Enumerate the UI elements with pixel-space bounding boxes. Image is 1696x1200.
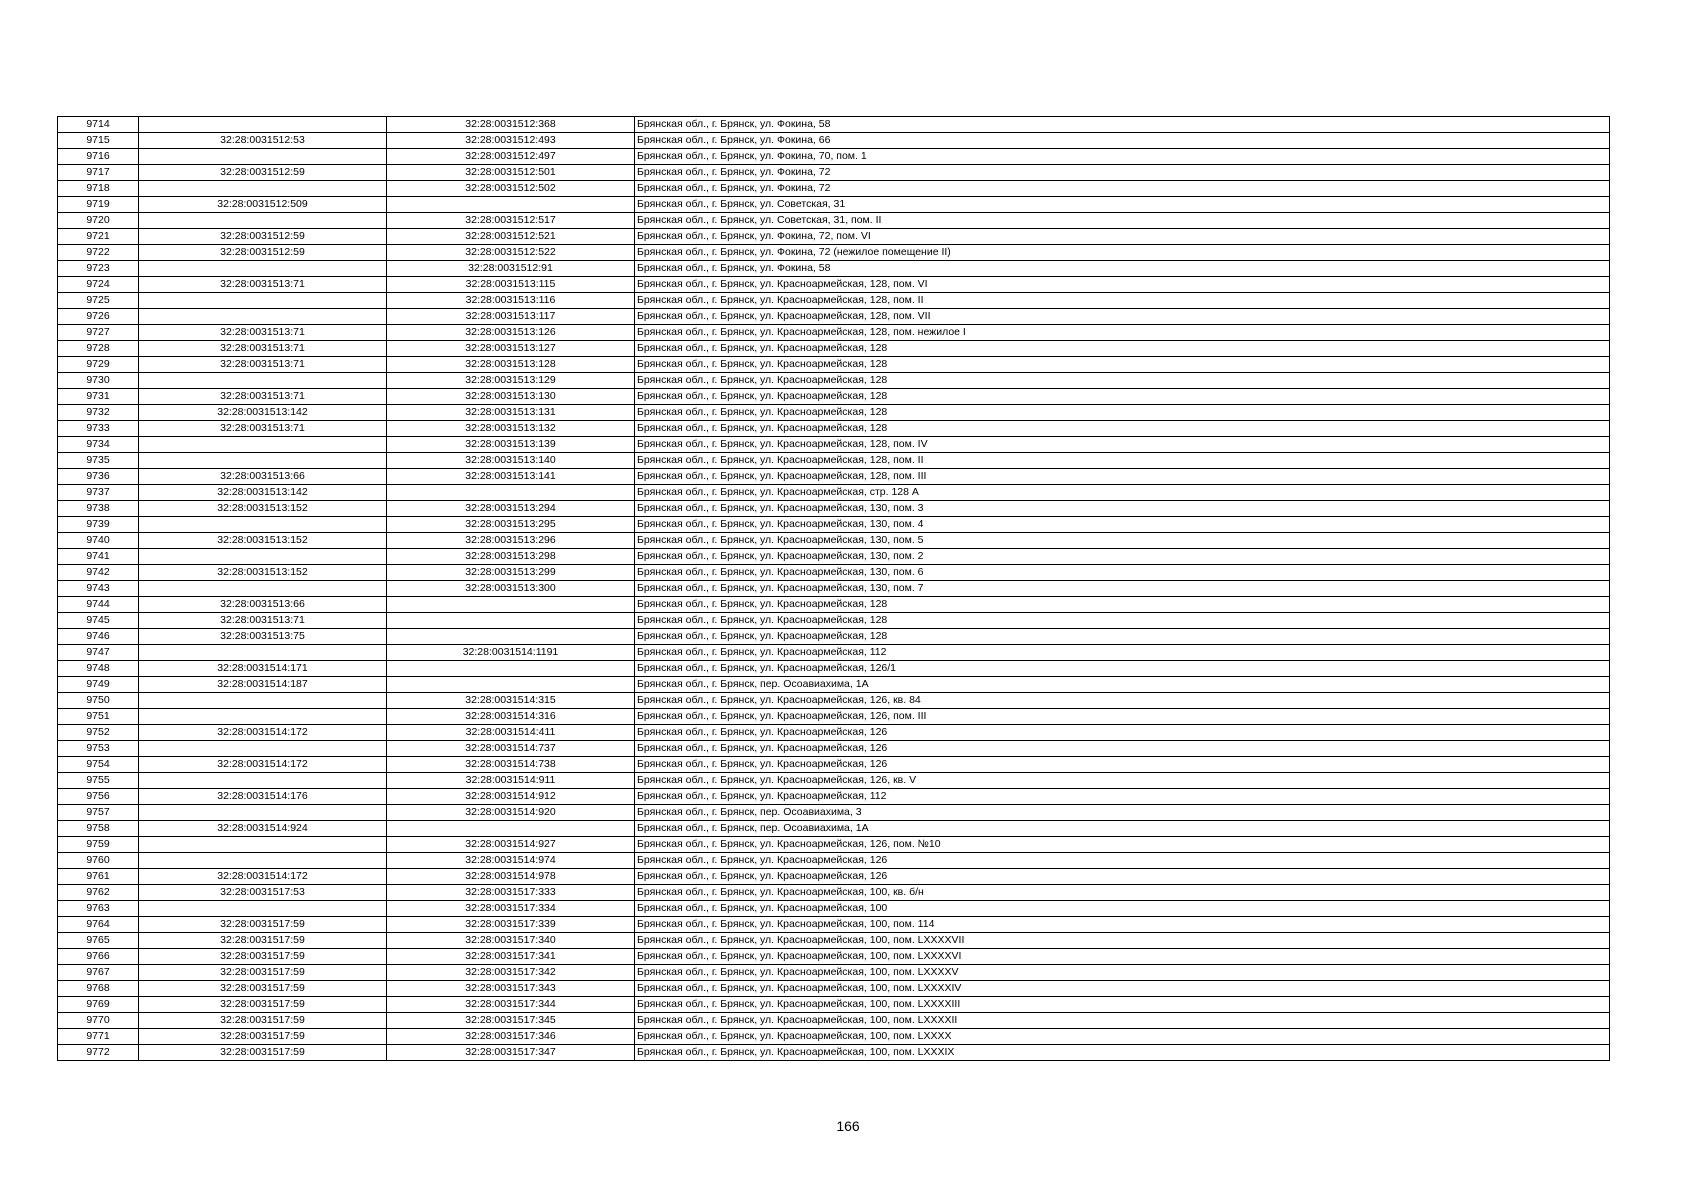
address-cell: Брянская обл., г. Брянск, пер. Осоавиахима, 1А <box>635 677 1610 693</box>
object-number-cell: 32:28:0031513:139 <box>387 437 635 453</box>
table-row <box>58 885 1610 901</box>
row-number-cell: 9748 <box>58 661 139 677</box>
object-number-cell: 32:28:0031513:127 <box>387 341 635 357</box>
object-number-cell: 32:28:0031514:1191 <box>387 645 635 661</box>
table-row <box>58 997 1610 1013</box>
address-cell: Брянская обл., г. Брянск, ул. Красноармейская, 126 <box>635 853 1610 869</box>
parcel-number-cell: 32:28:0031513:71 <box>139 325 387 341</box>
object-number-cell: 32:28:0031513:126 <box>387 325 635 341</box>
address-cell: Брянская обл., г. Брянск, ул. Красноармейская, 126/1 <box>635 661 1610 677</box>
row-number-cell: 9731 <box>58 389 139 405</box>
row-number-cell: 9755 <box>58 773 139 789</box>
object-number-cell: 32:28:0031517:344 <box>387 997 635 1013</box>
object-number-cell: 32:28:0031514:316 <box>387 709 635 725</box>
row-number-cell: 9732 <box>58 405 139 421</box>
row-number-cell: 9735 <box>58 453 139 469</box>
address-cell: Брянская обл., г. Брянск, ул. Фокина, 58 <box>635 261 1610 277</box>
row-number-cell: 9720 <box>58 213 139 229</box>
row-number-cell: 9714 <box>58 117 139 133</box>
parcel-number-cell <box>139 517 387 533</box>
row-number-cell: 9746 <box>58 629 139 645</box>
address-cell: Брянская обл., г. Брянск, ул. Красноармейская, 126, кв. 84 <box>635 693 1610 709</box>
object-number-cell: 32:28:0031513:129 <box>387 373 635 389</box>
parcel-number-cell <box>139 549 387 565</box>
parcel-number-cell <box>139 437 387 453</box>
row-number-cell: 9734 <box>58 437 139 453</box>
parcel-number-cell: 32:28:0031514:176 <box>139 789 387 805</box>
object-number-cell: 32:28:0031517:340 <box>387 933 635 949</box>
row-number-cell: 9742 <box>58 565 139 581</box>
parcel-number-cell: 32:28:0031517:59 <box>139 933 387 949</box>
address-cell: Брянская обл., г. Брянск, ул. Красноармейская, 126, кв. V <box>635 773 1610 789</box>
table-row <box>58 485 1610 501</box>
object-number-cell: 32:28:0031517:345 <box>387 1013 635 1029</box>
table-row <box>58 261 1610 277</box>
table-row <box>58 245 1610 261</box>
parcel-number-cell: 32:28:0031513:66 <box>139 597 387 613</box>
object-number-cell: 32:28:0031512:522 <box>387 245 635 261</box>
table-row <box>58 1013 1610 1029</box>
address-cell: Брянская обл., г. Брянск, ул. Красноармейская, 128 <box>635 357 1610 373</box>
parcel-number-cell: 32:28:0031512:53 <box>139 133 387 149</box>
address-cell: Брянская обл., г. Брянск, ул. Красноармейская, 128 <box>635 597 1610 613</box>
object-number-cell: 32:28:0031517:346 <box>387 1029 635 1045</box>
object-number-cell <box>387 485 635 501</box>
row-number-cell: 9725 <box>58 293 139 309</box>
address-cell: Брянская обл., г. Брянск, ул. Красноармейская, 112 <box>635 789 1610 805</box>
object-number-cell: 32:28:0031517:334 <box>387 901 635 917</box>
address-cell: Брянская обл., г. Брянск, ул. Красноармейская, 100, пом. 114 <box>635 917 1610 933</box>
parcel-number-cell: 32:28:0031517:59 <box>139 949 387 965</box>
parcel-number-cell <box>139 373 387 389</box>
row-number-cell: 9759 <box>58 837 139 853</box>
object-number-cell <box>387 197 635 213</box>
address-cell: Брянская обл., г. Брянск, ул. Красноармейская, 126, пом. №10 <box>635 837 1610 853</box>
object-number-cell: 32:28:0031513:128 <box>387 357 635 373</box>
row-number-cell: 9726 <box>58 309 139 325</box>
table-row <box>58 469 1610 485</box>
address-cell: Брянская обл., г. Брянск, ул. Фокина, 72 (нежилое помещение II) <box>635 245 1610 261</box>
parcel-number-cell: 32:28:0031513:71 <box>139 341 387 357</box>
row-number-cell: 9753 <box>58 741 139 757</box>
page-number: 166 <box>836 1118 860 1134</box>
object-number-cell: 32:28:0031514:315 <box>387 693 635 709</box>
object-number-cell: 32:28:0031513:140 <box>387 453 635 469</box>
row-number-cell: 9756 <box>58 789 139 805</box>
row-number-cell: 9721 <box>58 229 139 245</box>
address-cell: Брянская обл., г. Брянск, ул. Красноармейская, 126, пом. III <box>635 709 1610 725</box>
address-cell: Брянская обл., г. Брянск, ул. Советская, 31, пом. II <box>635 213 1610 229</box>
object-number-cell <box>387 821 635 837</box>
parcel-number-cell <box>139 901 387 917</box>
table-row <box>58 917 1610 933</box>
object-number-cell: 32:28:0031514:974 <box>387 853 635 869</box>
table-row <box>58 149 1610 165</box>
address-cell: Брянская обл., г. Брянск, ул. Советская, 31 <box>635 197 1610 213</box>
address-cell: Брянская обл., г. Брянск, ул. Фокина, 72, пом. VI <box>635 229 1610 245</box>
parcel-number-cell: 32:28:0031513:71 <box>139 357 387 373</box>
address-cell: Брянская обл., г. Брянск, ул. Красноармейская, 130, пом. 2 <box>635 549 1610 565</box>
table-row <box>58 581 1610 597</box>
object-number-cell: 32:28:0031513:115 <box>387 277 635 293</box>
row-number-cell: 9768 <box>58 981 139 997</box>
address-cell: Брянская обл., г. Брянск, ул. Фокина, 70, пом. 1 <box>635 149 1610 165</box>
row-number-cell: 9747 <box>58 645 139 661</box>
parcel-number-cell <box>139 773 387 789</box>
table-row <box>58 517 1610 533</box>
object-number-cell: 32:28:0031513:117 <box>387 309 635 325</box>
table-row <box>58 869 1610 885</box>
address-cell: Брянская обл., г. Брянск, ул. Красноармейская, 100, пом. LXXXXV <box>635 965 1610 981</box>
parcel-number-cell: 32:28:0031514:172 <box>139 757 387 773</box>
row-number-cell: 9738 <box>58 501 139 517</box>
parcel-number-cell <box>139 293 387 309</box>
address-cell: Брянская обл., г. Брянск, ул. Красноармейская, 128 <box>635 629 1610 645</box>
address-cell: Брянская обл., г. Брянск, ул. Красноармейская, 126 <box>635 757 1610 773</box>
object-number-cell: 32:28:0031514:927 <box>387 837 635 853</box>
object-number-cell: 32:28:0031512:501 <box>387 165 635 181</box>
row-number-cell: 9743 <box>58 581 139 597</box>
table-row <box>58 1029 1610 1045</box>
table-row <box>58 453 1610 469</box>
parcel-number-cell <box>139 309 387 325</box>
parcel-number-cell: 32:28:0031517:59 <box>139 1029 387 1045</box>
cadastral-table <box>57 116 1610 1061</box>
parcel-number-cell: 32:28:0031517:59 <box>139 965 387 981</box>
table-row <box>58 533 1610 549</box>
address-cell: Брянская обл., г. Брянск, ул. Красноармейская, 130, пом. 4 <box>635 517 1610 533</box>
parcel-number-cell: 32:28:0031513:71 <box>139 277 387 293</box>
address-cell: Брянская обл., г. Брянск, ул. Фокина, 72 <box>635 181 1610 197</box>
address-cell: Брянская обл., г. Брянск, ул. Красноармейская, 126 <box>635 741 1610 757</box>
table-row <box>58 357 1610 373</box>
parcel-number-cell: 32:28:0031513:71 <box>139 613 387 629</box>
row-number-cell: 9739 <box>58 517 139 533</box>
address-cell: Брянская обл., г. Брянск, ул. Красноармейская, 128, пом. VII <box>635 309 1610 325</box>
parcel-number-cell: 32:28:0031513:142 <box>139 485 387 501</box>
table-row <box>58 709 1610 725</box>
parcel-number-cell: 32:28:0031513:152 <box>139 501 387 517</box>
address-cell: Брянская обл., г. Брянск, ул. Красноармейская, 126 <box>635 869 1610 885</box>
parcel-number-cell: 32:28:0031514:171 <box>139 661 387 677</box>
row-number-cell: 9741 <box>58 549 139 565</box>
address-cell: Брянская обл., г. Брянск, ул. Красноармейская, 130, пом. 5 <box>635 533 1610 549</box>
parcel-number-cell: 32:28:0031514:924 <box>139 821 387 837</box>
row-number-cell: 9749 <box>58 677 139 693</box>
object-number-cell: 32:28:0031514:737 <box>387 741 635 757</box>
table-row <box>58 789 1610 805</box>
row-number-cell: 9763 <box>58 901 139 917</box>
row-number-cell: 9767 <box>58 965 139 981</box>
address-cell: Брянская обл., г. Брянск, ул. Красноармейская, 100 <box>635 901 1610 917</box>
table-row <box>58 309 1610 325</box>
parcel-number-cell: 32:28:0031512:59 <box>139 165 387 181</box>
address-cell: Брянская обл., г. Брянск, пер. Осоавиахима, 3 <box>635 805 1610 821</box>
object-number-cell <box>387 677 635 693</box>
parcel-number-cell: 32:28:0031514:187 <box>139 677 387 693</box>
table-row <box>58 213 1610 229</box>
address-cell: Брянская обл., г. Брянск, ул. Красноармейская, 128 <box>635 389 1610 405</box>
object-number-cell: 32:28:0031513:141 <box>387 469 635 485</box>
address-cell: Брянская обл., г. Брянск, пер. Осоавиахима, 1А <box>635 821 1610 837</box>
parcel-number-cell: 32:28:0031517:59 <box>139 997 387 1013</box>
row-number-cell: 9716 <box>58 149 139 165</box>
parcel-number-cell: 32:28:0031513:142 <box>139 405 387 421</box>
address-cell: Брянская обл., г. Брянск, ул. Красноармейская, 100, пом. LXXXXII <box>635 1013 1610 1029</box>
table-row <box>58 837 1610 853</box>
object-number-cell: 32:28:0031517:347 <box>387 1045 635 1061</box>
row-number-cell: 9730 <box>58 373 139 389</box>
table-row <box>58 853 1610 869</box>
row-number-cell: 9750 <box>58 693 139 709</box>
parcel-number-cell <box>139 453 387 469</box>
table-row <box>58 1045 1610 1061</box>
table-row <box>58 277 1610 293</box>
object-number-cell: 32:28:0031513:299 <box>387 565 635 581</box>
table-row <box>58 421 1610 437</box>
row-number-cell: 9764 <box>58 917 139 933</box>
row-number-cell: 9727 <box>58 325 139 341</box>
parcel-number-cell: 32:28:0031517:59 <box>139 1045 387 1061</box>
object-number-cell: 32:28:0031512:493 <box>387 133 635 149</box>
address-cell: Брянская обл., г. Брянск, ул. Красноармейская, 128, пом. II <box>635 293 1610 309</box>
address-cell: Брянская обл., г. Брянск, ул. Красноармейская, 128, пом. IV <box>635 437 1610 453</box>
table-row <box>58 437 1610 453</box>
parcel-number-cell: 32:28:0031513:75 <box>139 629 387 645</box>
parcel-number-cell: 32:28:0031517:59 <box>139 981 387 997</box>
row-number-cell: 9717 <box>58 165 139 181</box>
table-row <box>58 501 1610 517</box>
address-cell: Брянская обл., г. Брянск, ул. Красноармейская, 128 <box>635 341 1610 357</box>
parcel-number-cell <box>139 645 387 661</box>
row-number-cell: 9765 <box>58 933 139 949</box>
table-row <box>58 821 1610 837</box>
table-body <box>58 117 1610 1061</box>
table-row <box>58 901 1610 917</box>
parcel-number-cell: 32:28:0031514:172 <box>139 869 387 885</box>
row-number-cell: 9723 <box>58 261 139 277</box>
row-number-cell: 9761 <box>58 869 139 885</box>
parcel-number-cell <box>139 853 387 869</box>
object-number-cell <box>387 629 635 645</box>
table-row <box>58 949 1610 965</box>
parcel-number-cell: 32:28:0031517:53 <box>139 885 387 901</box>
object-number-cell: 32:28:0031512:521 <box>387 229 635 245</box>
row-number-cell: 9737 <box>58 485 139 501</box>
object-number-cell: 32:28:0031513:131 <box>387 405 635 421</box>
row-number-cell: 9771 <box>58 1029 139 1045</box>
parcel-number-cell: 32:28:0031512:509 <box>139 197 387 213</box>
object-number-cell: 32:28:0031512:91 <box>387 261 635 277</box>
parcel-number-cell: 32:28:0031517:59 <box>139 917 387 933</box>
object-number-cell: 32:28:0031514:912 <box>387 789 635 805</box>
address-cell: Брянская обл., г. Брянск, ул. Красноармейская, 126 <box>635 725 1610 741</box>
object-number-cell: 32:28:0031514:911 <box>387 773 635 789</box>
parcel-number-cell: 32:28:0031512:59 <box>139 229 387 245</box>
parcel-number-cell <box>139 693 387 709</box>
table-row <box>58 661 1610 677</box>
address-cell: Брянская обл., г. Брянск, ул. Красноармейская, 128 <box>635 405 1610 421</box>
parcel-number-cell: 32:28:0031513:71 <box>139 389 387 405</box>
address-cell: Брянская обл., г. Брянск, ул. Красноармейская, 128 <box>635 373 1610 389</box>
address-cell: Брянская обл., г. Брянск, ул. Красноармейская, 100, пом. LXXXIX <box>635 1045 1610 1061</box>
table-row <box>58 341 1610 357</box>
row-number-cell: 9729 <box>58 357 139 373</box>
row-number-cell: 9718 <box>58 181 139 197</box>
address-cell: Брянская обл., г. Брянск, ул. Красноармейская, 100, пом. LXXXX <box>635 1029 1610 1045</box>
object-number-cell: 32:28:0031513:132 <box>387 421 635 437</box>
address-cell: Брянская обл., г. Брянск, ул. Красноармейская, 128, пом. II <box>635 453 1610 469</box>
table-row <box>58 181 1610 197</box>
parcel-number-cell: 32:28:0031513:152 <box>139 533 387 549</box>
row-number-cell: 9744 <box>58 597 139 613</box>
row-number-cell: 9770 <box>58 1013 139 1029</box>
row-number-cell: 9751 <box>58 709 139 725</box>
object-number-cell: 32:28:0031513:294 <box>387 501 635 517</box>
parcel-number-cell <box>139 581 387 597</box>
object-number-cell: 32:28:0031517:341 <box>387 949 635 965</box>
row-number-cell: 9754 <box>58 757 139 773</box>
address-cell: Брянская обл., г. Брянск, ул. Фокина, 58 <box>635 117 1610 133</box>
row-number-cell: 9736 <box>58 469 139 485</box>
address-cell: Брянская обл., г. Брянск, ул. Красноармейская, 130, пом. 7 <box>635 581 1610 597</box>
parcel-number-cell <box>139 741 387 757</box>
row-number-cell: 9772 <box>58 1045 139 1061</box>
address-cell: Брянская обл., г. Брянск, ул. Красноармейская, 128 <box>635 613 1610 629</box>
row-number-cell: 9740 <box>58 533 139 549</box>
address-cell: Брянская обл., г. Брянск, ул. Красноармейская, 100, пом. LXXXXIII <box>635 997 1610 1013</box>
address-cell: Брянская обл., г. Брянск, ул. Красноармейская, 100, пом. LXXXXVII <box>635 933 1610 949</box>
table-row <box>58 981 1610 997</box>
table-row <box>58 613 1610 629</box>
table-row <box>58 741 1610 757</box>
object-number-cell: 32:28:0031513:298 <box>387 549 635 565</box>
table-row <box>58 773 1610 789</box>
table-row <box>58 677 1610 693</box>
row-number-cell: 9752 <box>58 725 139 741</box>
object-number-cell: 32:28:0031513:300 <box>387 581 635 597</box>
row-number-cell: 9757 <box>58 805 139 821</box>
table-row <box>58 229 1610 245</box>
address-cell: Брянская обл., г. Брянск, ул. Красноармейская, 100, пом. LXXXXIV <box>635 981 1610 997</box>
parcel-number-cell: 32:28:0031517:59 <box>139 1013 387 1029</box>
address-cell: Брянская обл., г. Брянск, ул. Красноармейская, 100, пом. LXXXXVI <box>635 949 1610 965</box>
parcel-number-cell <box>139 149 387 165</box>
object-number-cell: 32:28:0031512:502 <box>387 181 635 197</box>
row-number-cell: 9769 <box>58 997 139 1013</box>
object-number-cell: 32:28:0031517:343 <box>387 981 635 997</box>
object-number-cell: 32:28:0031517:333 <box>387 885 635 901</box>
parcel-number-cell: 32:28:0031514:172 <box>139 725 387 741</box>
table-row <box>58 645 1610 661</box>
row-number-cell: 9715 <box>58 133 139 149</box>
table-row <box>58 325 1610 341</box>
table-row <box>58 965 1610 981</box>
object-number-cell: 32:28:0031514:978 <box>387 869 635 885</box>
object-number-cell: 32:28:0031514:738 <box>387 757 635 773</box>
row-number-cell: 9733 <box>58 421 139 437</box>
object-number-cell: 32:28:0031517:339 <box>387 917 635 933</box>
table-row <box>58 725 1610 741</box>
address-cell: Брянская обл., г. Брянск, ул. Красноармейская, 128, пом. III <box>635 469 1610 485</box>
object-number-cell: 32:28:0031517:342 <box>387 965 635 981</box>
parcel-number-cell <box>139 117 387 133</box>
parcel-number-cell <box>139 181 387 197</box>
table-row <box>58 757 1610 773</box>
address-cell: Брянская обл., г. Брянск, ул. Красноармейская, 100, кв. б/н <box>635 885 1610 901</box>
object-number-cell <box>387 661 635 677</box>
object-number-cell: 32:28:0031514:411 <box>387 725 635 741</box>
table-row <box>58 629 1610 645</box>
row-number-cell: 9722 <box>58 245 139 261</box>
parcel-number-cell: 32:28:0031513:152 <box>139 565 387 581</box>
object-number-cell: 32:28:0031512:517 <box>387 213 635 229</box>
address-cell: Брянская обл., г. Брянск, ул. Красноармейская, 128 <box>635 421 1610 437</box>
address-cell: Брянская обл., г. Брянск, ул. Красноармейская, 128, пом. VI <box>635 277 1610 293</box>
object-number-cell: 32:28:0031512:497 <box>387 149 635 165</box>
parcel-number-cell <box>139 837 387 853</box>
table-row <box>58 693 1610 709</box>
table-row <box>58 933 1610 949</box>
table-row <box>58 405 1610 421</box>
object-number-cell <box>387 597 635 613</box>
row-number-cell: 9719 <box>58 197 139 213</box>
object-number-cell: 32:28:0031513:296 <box>387 533 635 549</box>
table-row <box>58 389 1610 405</box>
table-row <box>58 117 1610 133</box>
row-number-cell: 9745 <box>58 613 139 629</box>
address-cell: Брянская обл., г. Брянск, ул. Красноармейская, 128, пом. нежилое I <box>635 325 1610 341</box>
row-number-cell: 9758 <box>58 821 139 837</box>
object-number-cell: 32:28:0031513:130 <box>387 389 635 405</box>
address-cell: Брянская обл., г. Брянск, ул. Фокина, 72 <box>635 165 1610 181</box>
address-cell: Брянская обл., г. Брянск, ул. Красноармейская, 112 <box>635 645 1610 661</box>
table-row <box>58 549 1610 565</box>
address-cell: Брянская обл., г. Брянск, ул. Красноармейская, стр. 128 А <box>635 485 1610 501</box>
address-cell: Брянская обл., г. Брянск, ул. Фокина, 66 <box>635 133 1610 149</box>
row-number-cell: 9762 <box>58 885 139 901</box>
table-row <box>58 373 1610 389</box>
table-row <box>58 597 1610 613</box>
object-number-cell: 32:28:0031512:368 <box>387 117 635 133</box>
table-row <box>58 197 1610 213</box>
row-number-cell: 9724 <box>58 277 139 293</box>
table-row <box>58 565 1610 581</box>
parcel-number-cell: 32:28:0031512:59 <box>139 245 387 261</box>
parcel-number-cell: 32:28:0031513:66 <box>139 469 387 485</box>
table-row <box>58 165 1610 181</box>
address-cell: Брянская обл., г. Брянск, ул. Красноармейская, 130, пом. 6 <box>635 565 1610 581</box>
parcel-number-cell: 32:28:0031513:71 <box>139 421 387 437</box>
row-number-cell: 9760 <box>58 853 139 869</box>
row-number-cell: 9766 <box>58 949 139 965</box>
parcel-number-cell <box>139 805 387 821</box>
parcel-number-cell <box>139 261 387 277</box>
object-number-cell: 32:28:0031514:920 <box>387 805 635 821</box>
address-cell: Брянская обл., г. Брянск, ул. Красноармейская, 130, пом. 3 <box>635 501 1610 517</box>
object-number-cell: 32:28:0031513:295 <box>387 517 635 533</box>
table-row <box>58 293 1610 309</box>
object-number-cell <box>387 613 635 629</box>
row-number-cell: 9728 <box>58 341 139 357</box>
table-row <box>58 805 1610 821</box>
object-number-cell: 32:28:0031513:116 <box>387 293 635 309</box>
table-row <box>58 133 1610 149</box>
parcel-number-cell <box>139 709 387 725</box>
parcel-number-cell <box>139 213 387 229</box>
